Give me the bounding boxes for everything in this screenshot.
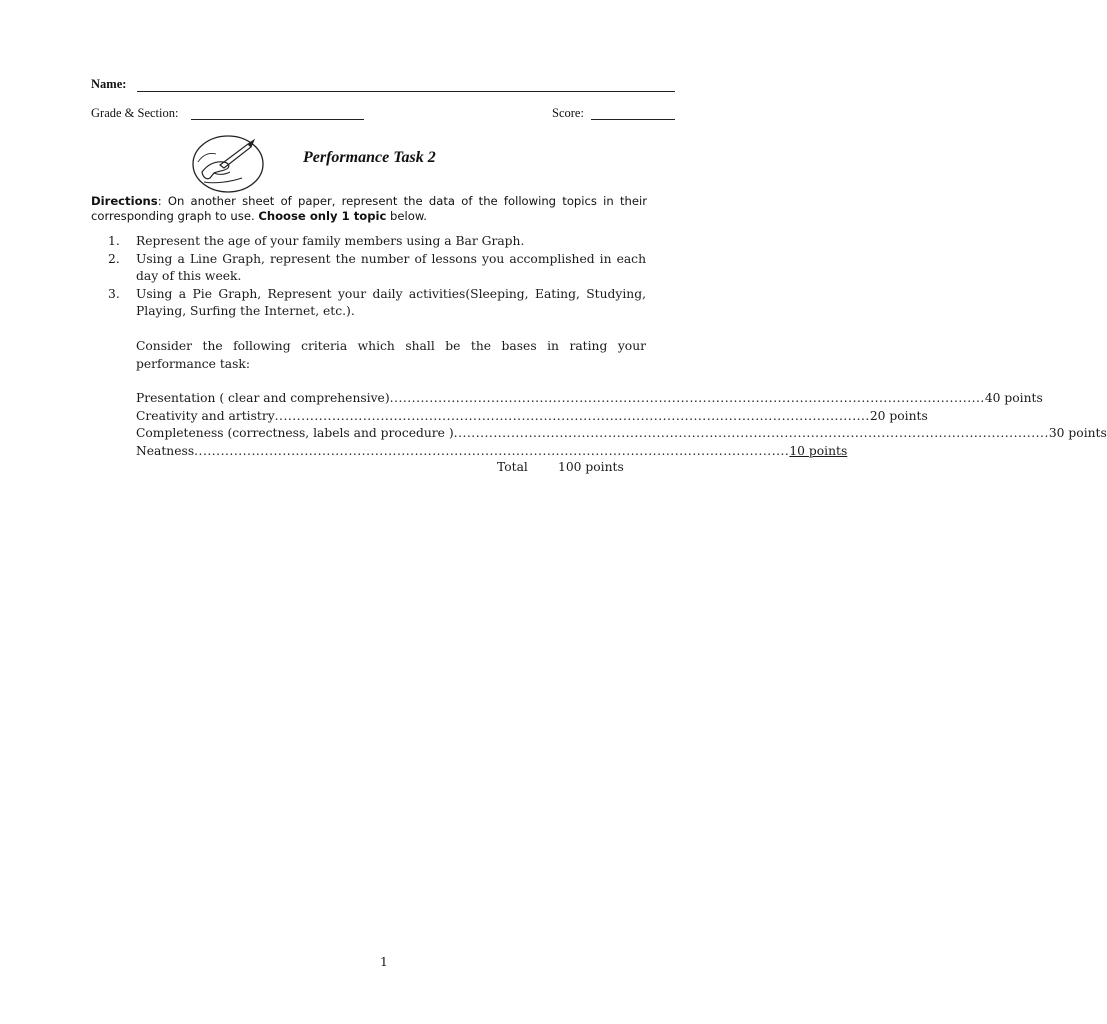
directions-paragraph: [91, 194, 647, 224]
grade-section-label: Grade & Section:: [91, 106, 179, 120]
pencil-hand-icon: [190, 134, 266, 194]
criteria-row-creativity: [136, 408, 928, 426]
criteria-row-presentation: [136, 390, 1043, 408]
criteria-points: 20 points: [869, 408, 928, 423]
criteria-label: Creativity and artistry: [136, 408, 275, 423]
criteria-row-completeness: [136, 425, 1107, 443]
criteria-list: [136, 390, 1107, 460]
name-field[interactable]: [137, 79, 675, 92]
task-number: 1.: [108, 234, 120, 248]
grade-section-field[interactable]: [191, 107, 364, 120]
task-text: Using a Pie Graph, Represent your daily activities(Sleeping, Eating, Studying, Playing, Surfing the Internet, etc.).: [136, 286, 646, 318]
task-item-1: [108, 233, 646, 251]
task-item-2: [108, 251, 646, 286]
score-label: Score:: [552, 106, 584, 120]
task-text: Represent the age of your family members using a Bar Graph.: [136, 234, 525, 248]
task-item-3: [108, 286, 646, 321]
criteria-label: Neatness: [136, 443, 195, 458]
directions-text-1: : On another sheet of paper, represent the data of the following topics in their corresponding graph to use.: [91, 194, 647, 223]
leader-dots: .......................................................................................................................................: [274, 408, 870, 423]
criteria-label: Completeness (correctness, labels and procedure ): [136, 426, 454, 440]
criteria-intro: Consider the following criteria which shall be the bases in rating your performance task:: [136, 339, 646, 371]
page-number: 1: [380, 955, 388, 969]
name-label: Name:: [91, 77, 127, 91]
task-number: 2.: [108, 251, 120, 266]
total-label: Total: [497, 460, 528, 474]
directions-text-2: below.: [386, 209, 427, 223]
page-title: Performance Task 2: [303, 149, 436, 166]
leader-dots: .......................................................................................................................................: [389, 391, 985, 405]
criteria-label: Presentation ( clear and comprehensive): [136, 391, 390, 405]
directions-label: Directions: [91, 194, 158, 208]
leader-dots: .......................................................................................................................................: [453, 426, 1049, 440]
task-list: [108, 233, 646, 321]
criteria-points: 30 points: [1048, 426, 1107, 440]
criteria-points: 40 points: [984, 391, 1043, 405]
criteria-points: 10 points: [789, 443, 848, 458]
leader-dots: .......................................................................................................................................: [194, 443, 790, 458]
directions-emphasis: Choose only 1 topic: [258, 209, 387, 223]
total-points: 100 points: [558, 460, 624, 474]
criteria-row-neatness: [136, 443, 848, 461]
task-text: Using a Line Graph, represent the number of lessons you accomplished in each day of this week.: [136, 251, 646, 283]
score-field[interactable]: [591, 107, 675, 120]
task-number: 3.: [108, 286, 120, 301]
